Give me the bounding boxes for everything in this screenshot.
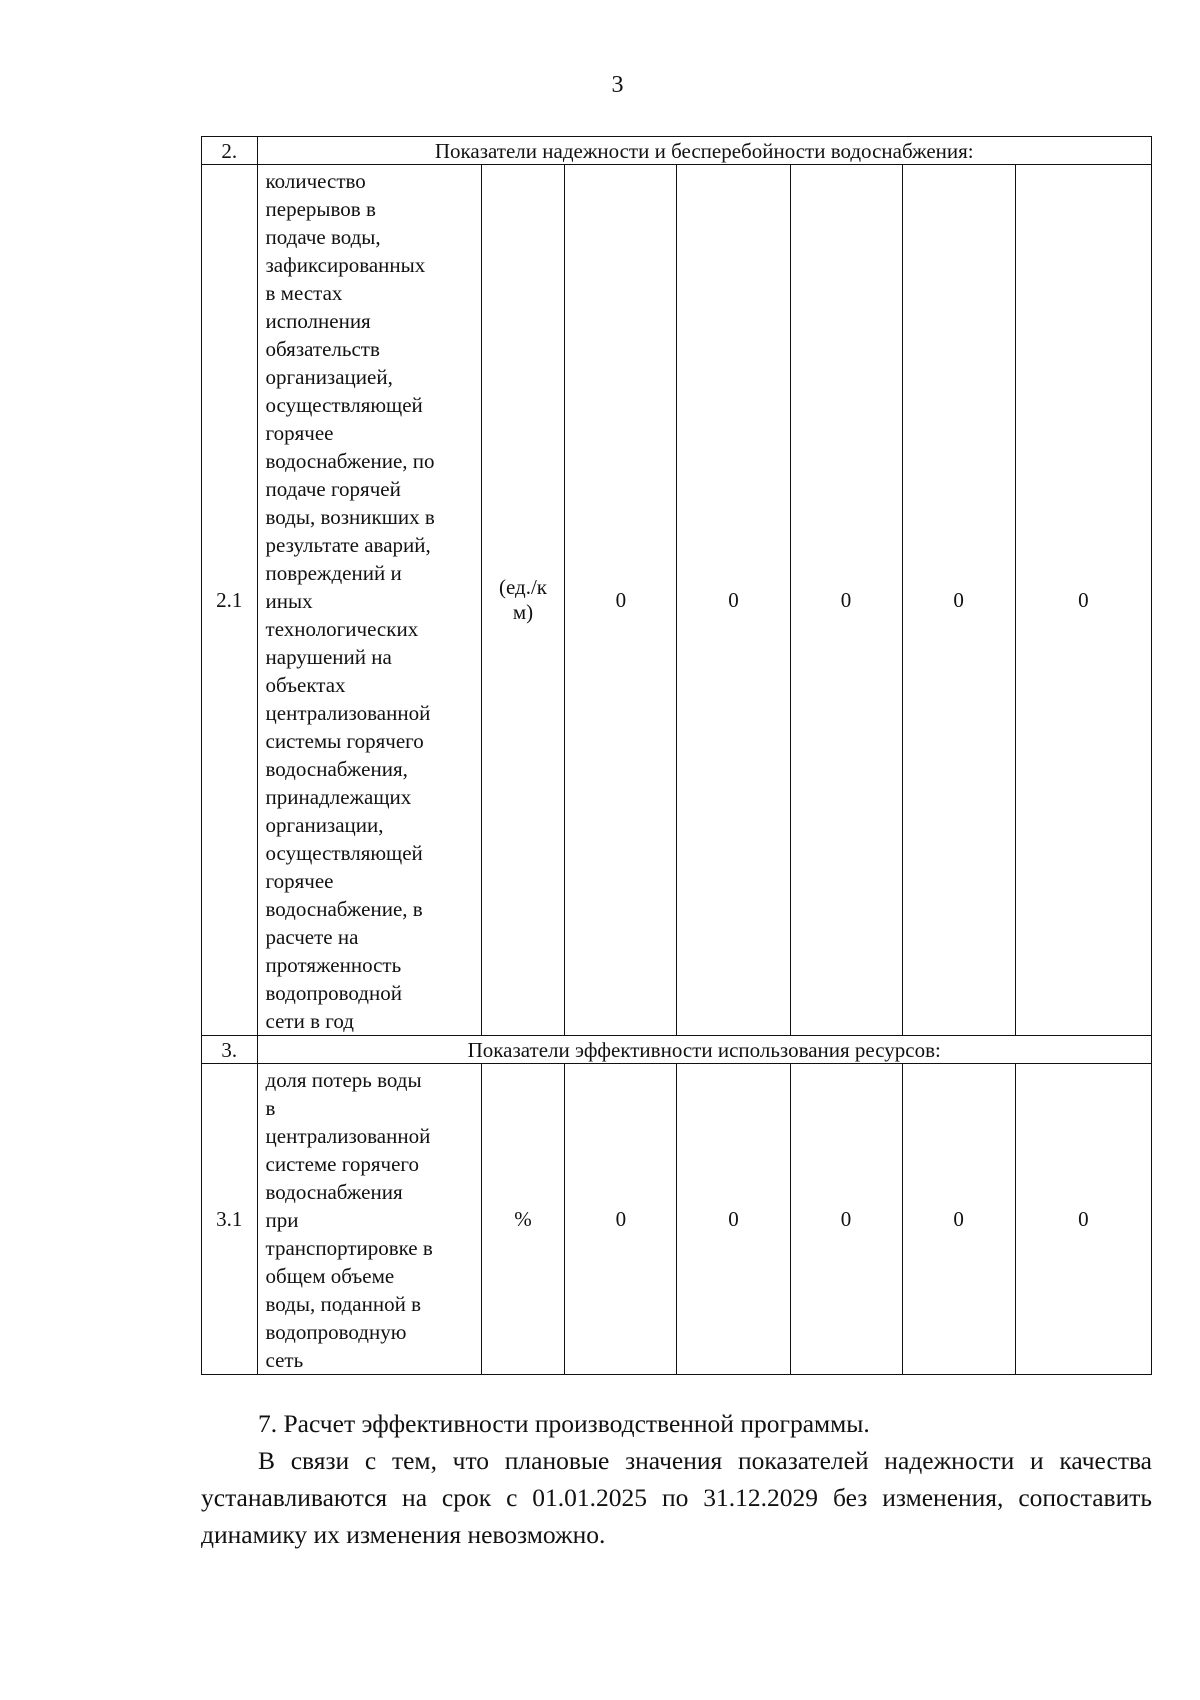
text-line: зафиксированных <box>265 253 426 277</box>
text-line: количество <box>265 169 366 193</box>
text-line: воды, возникших в <box>265 505 435 529</box>
section-7-heading: 7. Расчет эффективности производственной программы. <box>258 1409 870 1438</box>
text-line: подаче горячей <box>265 477 401 501</box>
text-line: организацией, <box>265 365 393 389</box>
text-line: водопроводную <box>265 1320 407 1344</box>
section-7-paragraph: В связи с тем, что плановые значения показателей надежности и качества устанавливаются на срок с 01.01.2025 по 31.12.2029 без изменения, сопоставить динамику их изменения невозможно. <box>201 1446 1152 1549</box>
value-cell: 0 <box>1015 165 1151 1036</box>
table-row <box>202 1064 1152 1375</box>
text-line: системе горячего <box>265 1152 419 1176</box>
item-description <box>257 165 481 1036</box>
text-line: водоснабжения <box>265 1180 403 1204</box>
value-cell: 0 <box>677 165 790 1036</box>
section-header-row <box>202 1036 1152 1064</box>
text-line: осуществляющей <box>265 393 423 417</box>
item-unit <box>481 1064 565 1375</box>
text-line: доля потерь воды <box>265 1068 422 1092</box>
value-cell: 0 <box>677 1064 790 1375</box>
value-cell: 0 <box>1015 1064 1151 1375</box>
text-line: (ед./к <box>499 575 548 599</box>
section-title: Показатели эффективности использования ресурсов: <box>257 1036 1151 1064</box>
text-line: общем объеме <box>265 1264 395 1288</box>
text-line: при <box>265 1208 299 1232</box>
text-line: сети в год <box>265 1009 354 1033</box>
section-header-row <box>202 137 1152 165</box>
text-line: расчете на <box>265 925 359 949</box>
text-line: организации, <box>265 813 384 837</box>
indicators-table <box>201 136 1152 1375</box>
item-number: 3.1 <box>202 1064 258 1375</box>
value-cell: 0 <box>902 1064 1015 1375</box>
text-line: водопроводной <box>265 981 402 1005</box>
text-line: централизованной <box>265 1124 431 1148</box>
text-line: % <box>514 1206 532 1231</box>
item-number: 2.1 <box>202 165 258 1036</box>
text-line: принадлежащих <box>265 785 412 809</box>
value-cell: 0 <box>790 165 902 1036</box>
value-cell: 0 <box>565 165 677 1036</box>
text-line: протяженность <box>265 953 402 977</box>
text-line: сеть <box>265 1348 304 1372</box>
text-line: м) <box>512 600 534 624</box>
value-cell: 0 <box>902 165 1015 1036</box>
text-line: системы горячего <box>265 729 424 753</box>
text-line: исполнения <box>265 309 371 333</box>
text-line: технологических <box>265 617 419 641</box>
value-cell: 0 <box>790 1064 902 1375</box>
text-line: водоснабжение, по <box>265 449 435 473</box>
text-line: обязательств <box>265 337 380 361</box>
item-description <box>257 1064 481 1375</box>
text-line: объектах <box>265 673 346 697</box>
text-line: перерывов в <box>265 197 376 221</box>
text-line: транспортировке в <box>265 1236 433 1260</box>
value-cell: 0 <box>565 1064 677 1375</box>
text-line: воды, поданной в <box>265 1292 421 1316</box>
text-line: горячее <box>265 421 334 445</box>
text-line: водоснабжения, <box>265 757 408 781</box>
text-line: в <box>265 1096 276 1120</box>
text-line: горячее <box>265 869 334 893</box>
text-line: осуществляющей <box>265 841 423 865</box>
text-line: нарушений на <box>265 645 392 669</box>
section-number: 3. <box>202 1036 258 1064</box>
text-line: подаче воды, <box>265 225 381 249</box>
text-line: иных <box>265 589 313 613</box>
text-line: результате аварий, <box>265 533 431 557</box>
section-title: Показатели надежности и бесперебойности водоснабжения: <box>257 137 1151 165</box>
section-number: 2. <box>202 137 258 165</box>
page-number: 3 <box>611 72 624 98</box>
text-line: водоснабжение, в <box>265 897 423 921</box>
table-row <box>202 165 1152 1036</box>
item-unit <box>481 165 565 1036</box>
text-line: централизованной <box>265 701 431 725</box>
section-7 <box>201 1405 1152 1553</box>
text-line: в местах <box>265 281 343 305</box>
text-line: повреждений и <box>265 561 402 585</box>
